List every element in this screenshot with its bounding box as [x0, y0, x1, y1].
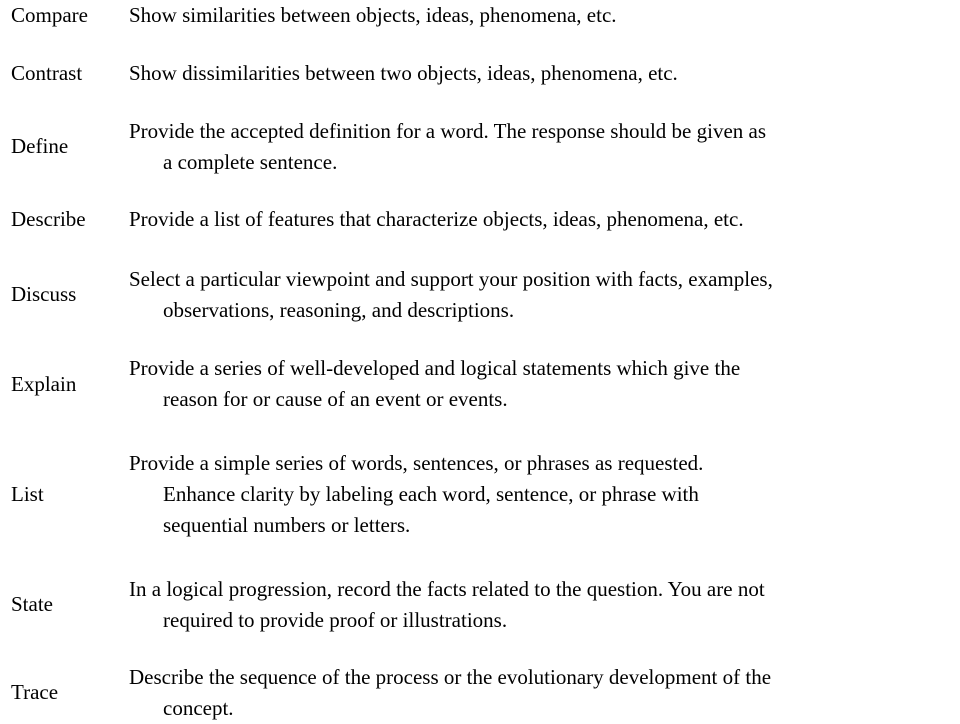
term-definition	[129, 204, 954, 235]
definition-line: Enhance clarity by labeling each word, sentence, or phrase with	[163, 482, 699, 506]
definition-line: Show similarities between objects, ideas, phenomena, etc.	[129, 3, 617, 27]
term-definition	[129, 353, 954, 415]
term-definition	[129, 116, 954, 178]
definition-line: Select a particular viewpoint and support your position with facts, examples,	[129, 267, 773, 291]
term-definition	[129, 58, 954, 89]
term-label: Compare	[11, 3, 88, 27]
definition-line: Show dissimilarities between two objects, ideas, phenomena, etc.	[129, 61, 678, 85]
term-label: Trace	[11, 680, 59, 704]
term-label: Explain	[11, 372, 77, 396]
definition-line: observations, reasoning, and descriptions.	[163, 298, 515, 322]
term-label: Discuss	[11, 282, 77, 306]
definition-line: In a logical progression, record the facts related to the question. You are not	[129, 577, 765, 601]
term-label: Describe	[11, 207, 86, 231]
term-definition	[129, 574, 954, 636]
definition-line: Describe the sequence of the process or the evolutionary development of the	[129, 665, 772, 689]
definition-line: Provide a simple series of words, sentences, or phrases as requested.	[129, 451, 704, 475]
term-definition	[129, 0, 954, 31]
definition-line: concept.	[163, 696, 234, 720]
term-label: Contrast	[11, 61, 83, 85]
term-label: Define	[11, 134, 69, 158]
term-definition	[129, 448, 954, 541]
term-label: State	[11, 592, 53, 616]
term-definition	[129, 662, 954, 724]
definition-line: sequential numbers or letters.	[163, 513, 411, 537]
definition-line: reason for or cause of an event or events.	[163, 387, 508, 411]
definition-line: Provide the accepted definition for a word. The response should be given as	[129, 119, 767, 143]
term-definition	[129, 264, 954, 326]
definition-line: Provide a series of well-developed and logical statements which give the	[129, 356, 741, 380]
term-label: List	[11, 482, 44, 506]
definition-line: required to provide proof or illustrations.	[163, 608, 508, 632]
definition-line: a complete sentence.	[163, 150, 338, 174]
definition-line: Provide a list of features that characterize objects, ideas, phenomena, etc.	[129, 207, 744, 231]
